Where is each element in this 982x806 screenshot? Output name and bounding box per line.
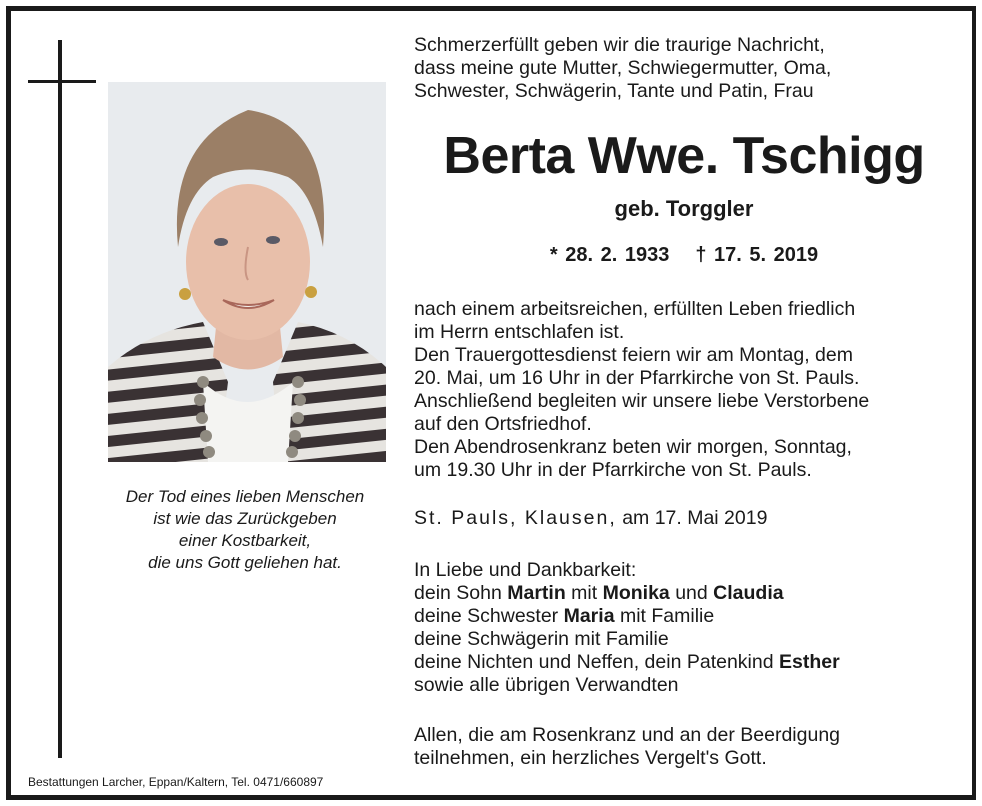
- mourners-list: [414, 559, 840, 697]
- funeral-home-credit: Bestattungen Larcher, Eppan/Kaltern, Tel. 0471/660897: [28, 775, 324, 789]
- thanks-line: teilnehmen, ein herzliches Vergelt's Gott.: [414, 747, 767, 769]
- announcement-body: [414, 298, 869, 482]
- son-name: Martin: [507, 582, 566, 604]
- text: deine Schwester: [414, 605, 559, 627]
- body-line: Den Abendrosenkranz beten wir morgen, Sonntag,: [414, 436, 852, 458]
- quote-line: ist wie das Zurückgeben: [153, 509, 337, 528]
- place-and-date: [414, 507, 767, 530]
- body-line: im Herrn entschlafen ist.: [414, 321, 625, 343]
- memorial-quote: [100, 486, 390, 574]
- intro-line: dass meine gute Mutter, Schwiegermutter, Oma,: [414, 57, 832, 79]
- thanks-line: Allen, die am Rosenkranz und an der Beerdigung: [414, 724, 841, 746]
- intro-line: Schwester, Schwägerin, Tante und Patin, Frau: [414, 80, 814, 102]
- maiden-name: geb. Torggler: [614, 196, 754, 221]
- intro-line: Schmerzerfüllt geben wir die traurige Nachricht,: [414, 34, 825, 56]
- cross-horizontal-bar: [28, 80, 96, 83]
- quote-line: Der Tod eines lieben Menschen: [125, 487, 365, 506]
- quote-line: einer Kostbarkeit,: [178, 531, 312, 550]
- body-line: auf den Ortsfriedhof.: [414, 413, 592, 435]
- body-line: nach einem arbeitsreichen, erfüllten Leben friedlich: [414, 298, 856, 320]
- family-line-sister-in-law: deine Schwägerin mit Familie: [414, 628, 669, 650]
- life-dates: [414, 244, 954, 267]
- death-date: † 17. 5. 2019: [695, 244, 819, 266]
- family-line-sister: [414, 605, 840, 628]
- body-line: 20. Mai, um 16 Uhr in der Pfarrkirche von St. Pauls.: [414, 367, 860, 389]
- quote-line: die uns Gott geliehen hat.: [148, 553, 342, 572]
- family-line-nieces: [414, 651, 840, 674]
- thanks-note: [414, 724, 840, 770]
- date: am 17. Mai 2019: [622, 507, 768, 529]
- sister-name: Maria: [563, 605, 615, 627]
- family-line-son: [414, 582, 840, 605]
- partner-name: Monika: [602, 582, 670, 604]
- godchild-name: Esther: [779, 651, 840, 673]
- body-line: Den Trauergottesdienst feiern wir am Montag, dem: [414, 344, 853, 366]
- body-line: Anschließend begleiten wir unsere liebe Verstorbene: [414, 390, 870, 412]
- text: dein Sohn: [414, 582, 502, 604]
- grandchild-name: Claudia: [713, 582, 784, 604]
- portrait-photo: [108, 82, 386, 462]
- body-line: um 19.30 Uhr in der Pfarrkirche von St. Pauls.: [414, 459, 812, 481]
- deceased-name: Berta Wwe. Tschigg: [443, 127, 925, 185]
- text: mit: [571, 582, 598, 604]
- text: deine Nichten und Neffen, dein Patenkind: [414, 651, 774, 673]
- cross-vertical-bar: [58, 40, 62, 758]
- text: und: [675, 582, 708, 604]
- text: mit Familie: [619, 605, 715, 627]
- announcement-intro: [414, 34, 831, 103]
- birth-date: * 28. 2. 1933: [549, 244, 670, 266]
- family-heading: In Liebe und Dankbarkeit:: [414, 559, 637, 581]
- place: St. Pauls, Klausen,: [414, 507, 617, 529]
- family-line-relatives: sowie alle übrigen Verwandten: [414, 674, 679, 696]
